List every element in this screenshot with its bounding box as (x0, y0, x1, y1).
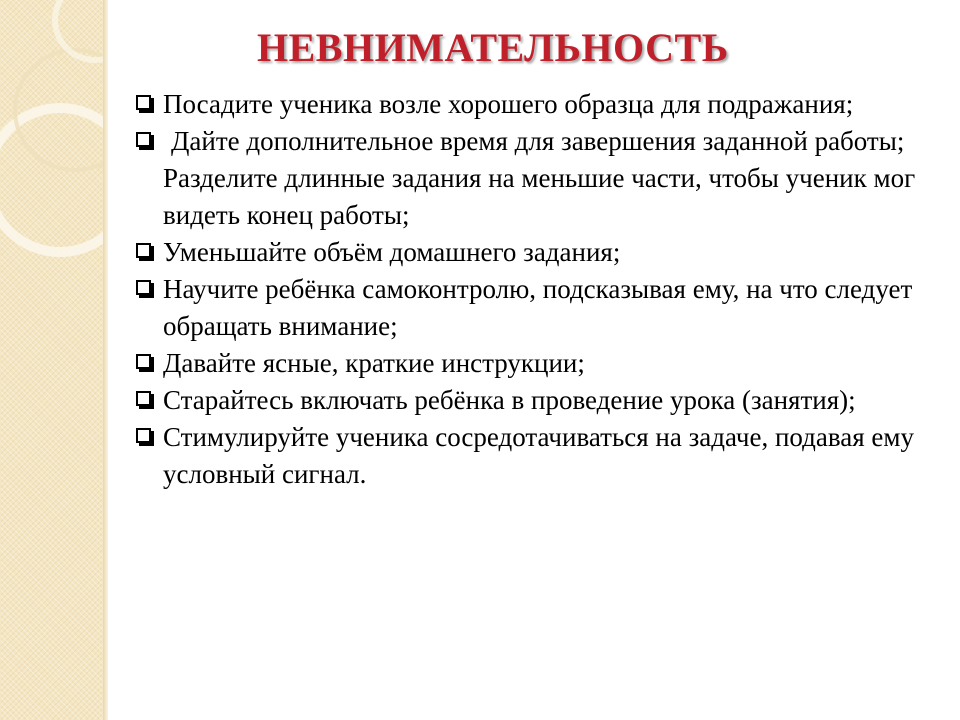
decorative-side-panel (0, 0, 103, 720)
list-item-text: Стимулируйте ученика сосредотачиваться на задаче, подавая ему условный сигнал. (163, 422, 914, 489)
list-item (133, 345, 933, 382)
list-item-text: Посадите ученика возле хорошего образца для подражания; (163, 89, 854, 119)
list-item (133, 419, 933, 493)
list-item-text: Научите ребёнка самоконтролю, подсказывая ему, на что следует обращать внимание; (163, 274, 913, 341)
square-bullet-icon (136, 280, 151, 295)
list-item (133, 234, 933, 271)
square-bullet-icon (136, 428, 151, 443)
list-item (133, 86, 933, 123)
square-bullet-icon (136, 354, 151, 369)
square-bullet-icon (136, 132, 151, 147)
slide-title: НЕВНИМАТЕЛЬНОСТЬ (257, 25, 729, 70)
list-item (133, 271, 933, 345)
list-item (133, 382, 933, 419)
recommendation-list (133, 86, 933, 493)
list-item-text: Давайте ясные, краткие инструкции; (163, 348, 585, 378)
square-bullet-icon (136, 95, 151, 110)
list-item-text: Старайтесь включать ребёнка в проведение урока (занятия); (163, 385, 856, 415)
side-panel-edge (103, 0, 108, 720)
square-bullet-icon (136, 243, 151, 258)
list-item-text: Уменьшайте объём домашнего задания; (163, 237, 621, 267)
square-bullet-icon (136, 391, 151, 406)
list-item (133, 123, 933, 234)
decorative-rings-icon (0, 0, 103, 720)
list-item-text: Дайте дополнительное время для завершения заданной работы; Разделите длинные задания на меньшие части, чтобы ученик мог видеть конец работы; (163, 126, 916, 230)
